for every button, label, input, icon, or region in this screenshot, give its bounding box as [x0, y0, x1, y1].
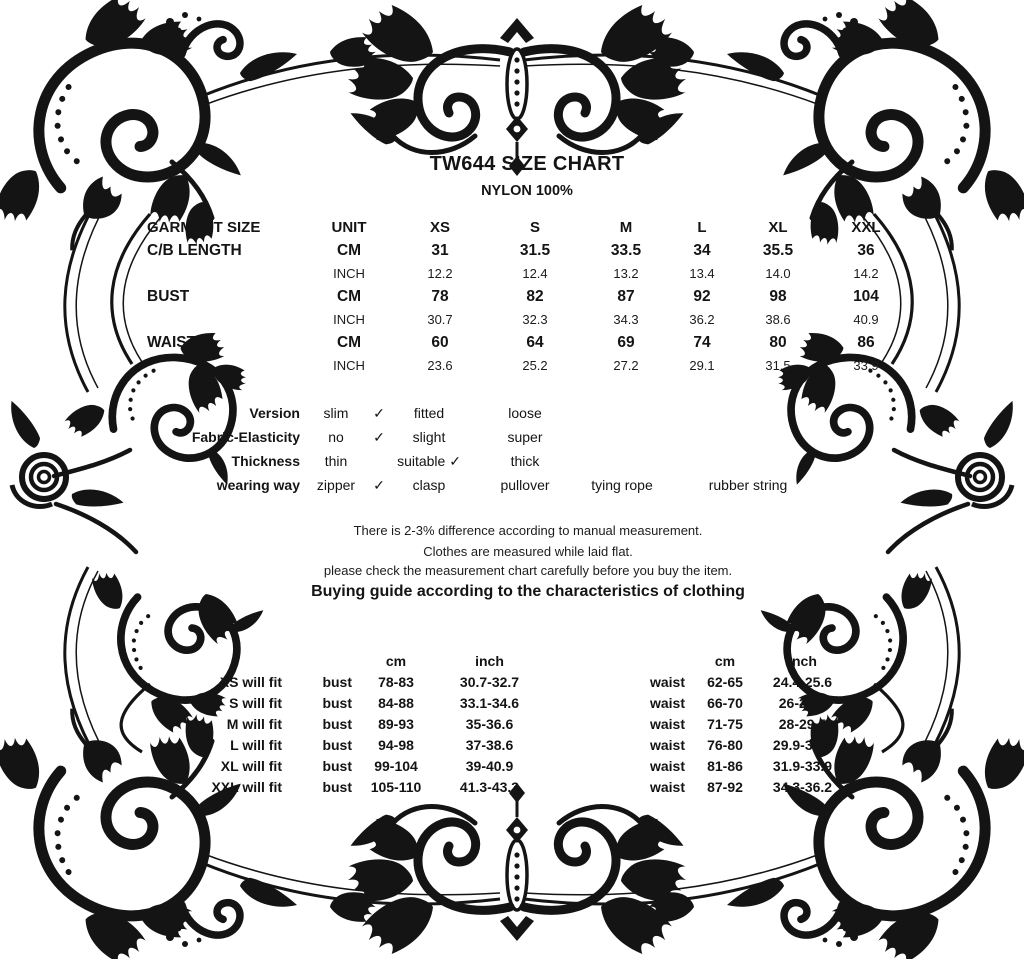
- fit-row-m-waist: [630, 714, 860, 735]
- value-cell: 60: [431, 334, 449, 351]
- attribute-option: tying rope: [591, 477, 653, 493]
- value-cell: 86: [857, 334, 875, 351]
- value-cell: 80: [769, 334, 787, 351]
- row-label: [147, 262, 302, 285]
- top-center-damask-ornament: [345, 0, 689, 176]
- column-header-inch: inch: [475, 653, 504, 669]
- attribute-row-thickness: [140, 449, 970, 473]
- value-cell: 12.4: [522, 266, 548, 281]
- material-subtitle: NYLON 100%: [481, 183, 573, 199]
- unit-cell: CM: [336, 288, 362, 305]
- attribute-option: [578, 425, 666, 449]
- attributes-table: [140, 401, 970, 497]
- fit-row-xl: [195, 756, 545, 777]
- cm-range: 81-86: [707, 758, 743, 774]
- empty-cell: [195, 651, 282, 672]
- value-cell: 38.6: [765, 312, 791, 327]
- value-cell: 33.9: [853, 358, 879, 373]
- value-cell: 31: [431, 242, 449, 259]
- value-cell: 31.5: [765, 358, 791, 373]
- value-cell: 69: [617, 334, 635, 351]
- value-cell: 87: [617, 288, 635, 305]
- attribute-row-wearing-way: [140, 473, 970, 497]
- inch-range: 34.3-36.2: [772, 779, 833, 795]
- cm-range: 76-80: [707, 737, 743, 753]
- cm-range: 62-65: [707, 674, 743, 690]
- attribute-option: [578, 401, 666, 425]
- measure-label: waist: [649, 758, 685, 774]
- attribute-label: wearing way: [216, 477, 300, 493]
- cm-range: 89-93: [378, 716, 414, 732]
- inch-range: 35-36.6: [465, 716, 514, 732]
- row-label: BUST: [147, 288, 190, 305]
- size-table-row-waist-cm: [147, 331, 914, 354]
- buying-guide-heading: Buying guide according to the characteristics of clothing: [311, 583, 745, 600]
- row-label: C/B LENGTH: [147, 242, 242, 259]
- cm-range: 105-110: [370, 779, 422, 795]
- column-header-m: M: [619, 219, 633, 236]
- fit-size-label: XXL will fit: [211, 779, 282, 795]
- fit-size-label: S will fit: [229, 695, 282, 711]
- cm-range: 66-70: [707, 695, 743, 711]
- size-table-row-cb-length-inch: [147, 262, 914, 285]
- page-title: TW644 SIZE CHART: [429, 153, 625, 175]
- attribute-option: super: [507, 429, 543, 445]
- attribute-option: slim: [323, 405, 349, 421]
- column-header-xl: XL: [768, 219, 788, 236]
- value-cell: 27.2: [613, 358, 639, 373]
- inch-range: 41.3-43.3: [459, 779, 520, 795]
- value-cell: 35.5: [762, 242, 794, 259]
- bottom-center-damask-ornament: [345, 783, 689, 959]
- value-cell: 13.4: [689, 266, 715, 281]
- size-table: [147, 217, 914, 377]
- value-cell: 13.2: [613, 266, 639, 281]
- fit-row-m: [195, 714, 545, 735]
- fit-size-label: XL will fit: [220, 758, 282, 774]
- unit-cell: INCH: [333, 312, 365, 327]
- row-label: [147, 354, 302, 377]
- column-header-xxl: XXL: [851, 219, 881, 236]
- attribute-option: thick: [510, 453, 540, 469]
- inch-range: 29.9-31.5: [772, 737, 833, 753]
- cm-range: 99-104: [374, 758, 418, 774]
- inch-range: 33.1-34.6: [459, 695, 520, 711]
- fit-guide-bust-table: [195, 651, 545, 798]
- note-line-3: please check the measurement chart carefully before you buy the item.: [323, 563, 733, 578]
- row-label: [147, 308, 302, 331]
- attribute-option: rubber string: [708, 477, 788, 493]
- measure-label: waist: [649, 674, 685, 690]
- attribute-option: pullover: [500, 477, 550, 493]
- column-header-unit: UNIT: [331, 219, 367, 236]
- unit-cell: CM: [336, 242, 362, 259]
- measure-label: waist: [649, 737, 685, 753]
- attribute-option: [666, 425, 830, 449]
- empty-cell: [282, 651, 358, 672]
- fit-size-label: L will fit: [230, 737, 282, 753]
- attribute-row-fabric-elasticity: [140, 425, 970, 449]
- fit-row-xl-waist: [630, 756, 860, 777]
- measure-label: waist: [649, 779, 685, 795]
- fit-guide-waist-table: [630, 651, 860, 798]
- note-line-1: There is 2-3% difference according to manual measurement.: [353, 523, 703, 538]
- value-cell: 36.2: [689, 312, 715, 327]
- checkmark-icon: ✓: [373, 429, 385, 445]
- column-header-s: S: [529, 219, 540, 236]
- attribute-row-version: [140, 401, 970, 425]
- attribute-option: [578, 449, 666, 473]
- attribute-option: [666, 449, 830, 473]
- value-cell: 25.2: [522, 358, 548, 373]
- value-cell: 36: [857, 242, 875, 259]
- value-cell: 40.9: [853, 312, 879, 327]
- value-cell: 34.3: [613, 312, 639, 327]
- column-header-l: L: [697, 219, 707, 236]
- value-cell: 74: [693, 334, 711, 351]
- unit-cell: INCH: [333, 266, 365, 281]
- attribute-label: Version: [249, 405, 300, 421]
- attribute-option: loose: [508, 405, 542, 421]
- inch-range: 30.7-32.7: [459, 674, 520, 690]
- inch-range: 37-38.6: [465, 737, 514, 753]
- attribute-label: Fabric-Elasticity: [191, 429, 300, 445]
- value-cell: 30.7: [427, 312, 453, 327]
- value-cell: 92: [693, 288, 711, 305]
- value-cell: 14.0: [765, 266, 791, 281]
- fit-row-xs: [195, 672, 545, 693]
- measure-label: bust: [322, 779, 352, 795]
- value-cell: 31.5: [519, 242, 551, 259]
- column-header-cm: cm: [714, 653, 736, 669]
- attribute-option: fitted: [413, 405, 445, 421]
- attribute-option: [666, 401, 830, 425]
- value-cell: 34: [693, 242, 711, 259]
- fit-row-l-waist: [630, 735, 860, 756]
- attribute-option: thin: [324, 453, 348, 469]
- measure-label: waist: [649, 716, 685, 732]
- size-table-header-row: [147, 217, 914, 239]
- value-cell: 104: [853, 288, 879, 305]
- column-header-cm: cm: [385, 653, 407, 669]
- empty-cell: [630, 651, 705, 672]
- size-table-row-bust-cm: [147, 285, 914, 308]
- checkmark-icon: ✓: [373, 405, 385, 421]
- value-cell: 98: [769, 288, 787, 305]
- fit-row-s-waist: [630, 693, 860, 714]
- unit-cell: CM: [336, 334, 362, 351]
- column-header-garment-size: GARMENT SIZE: [147, 219, 261, 236]
- value-cell: 33.5: [610, 242, 642, 259]
- measure-label: waist: [649, 695, 685, 711]
- attribute-option: clasp: [412, 477, 446, 493]
- column-header-inch: inch: [788, 653, 817, 669]
- inch-range: 31.9-33.9: [772, 758, 833, 774]
- cm-range: 87-92: [707, 779, 743, 795]
- measure-label: bust: [322, 695, 352, 711]
- checkmark-icon: ✓: [373, 477, 385, 493]
- attribute-option: zipper: [316, 477, 356, 493]
- inch-range: 24.4-25.6: [772, 674, 833, 690]
- fit-row-xxl: [195, 777, 545, 798]
- attribute-label: Thickness: [231, 453, 300, 469]
- value-cell: 64: [526, 334, 544, 351]
- attribute-option: suitable ✓: [397, 453, 461, 469]
- value-cell: 82: [526, 288, 544, 305]
- measure-label: bust: [322, 737, 352, 753]
- fit-row-xxl-waist: [630, 777, 860, 798]
- value-cell: 32.3: [522, 312, 548, 327]
- cm-range: 71-75: [707, 716, 743, 732]
- size-table-row-bust-inch: [147, 308, 914, 331]
- measure-label: bust: [322, 674, 352, 690]
- cm-range: 84-88: [378, 695, 414, 711]
- inch-range: 28-29.5: [778, 716, 827, 732]
- fit-row-s: [195, 693, 545, 714]
- measure-label: bust: [322, 758, 352, 774]
- fit-guide-header-row: [195, 651, 545, 672]
- inch-range: 26-27.6: [778, 695, 827, 711]
- attribute-option: slight: [412, 429, 446, 445]
- size-table-row-waist-inch: [147, 354, 914, 377]
- unit-cell: INCH: [333, 358, 365, 373]
- cm-range: 94-98: [378, 737, 414, 753]
- value-cell: 29.1: [689, 358, 715, 373]
- size-table-row-cb-length-cm: [147, 239, 914, 262]
- fit-guide-header-row: [630, 651, 860, 672]
- note-line-2: Clothes are measured while laid flat.: [423, 544, 633, 559]
- fit-size-label: M will fit: [226, 716, 282, 732]
- inch-range: 39-40.9: [465, 758, 514, 774]
- value-cell: 14.2: [853, 266, 879, 281]
- fit-size-label: XS will fit: [219, 674, 282, 690]
- measure-label: bust: [322, 716, 352, 732]
- cm-range: 78-83: [378, 674, 414, 690]
- attribute-option: no: [328, 429, 344, 445]
- fit-row-xs-waist: [630, 672, 860, 693]
- row-label: WAIST: [147, 334, 197, 351]
- value-cell: 78: [431, 288, 449, 305]
- value-cell: 12.2: [427, 266, 453, 281]
- value-cell: 23.6: [427, 358, 453, 373]
- fit-row-l: [195, 735, 545, 756]
- checkmark-icon: [372, 449, 386, 473]
- column-header-xs: XS: [429, 219, 450, 236]
